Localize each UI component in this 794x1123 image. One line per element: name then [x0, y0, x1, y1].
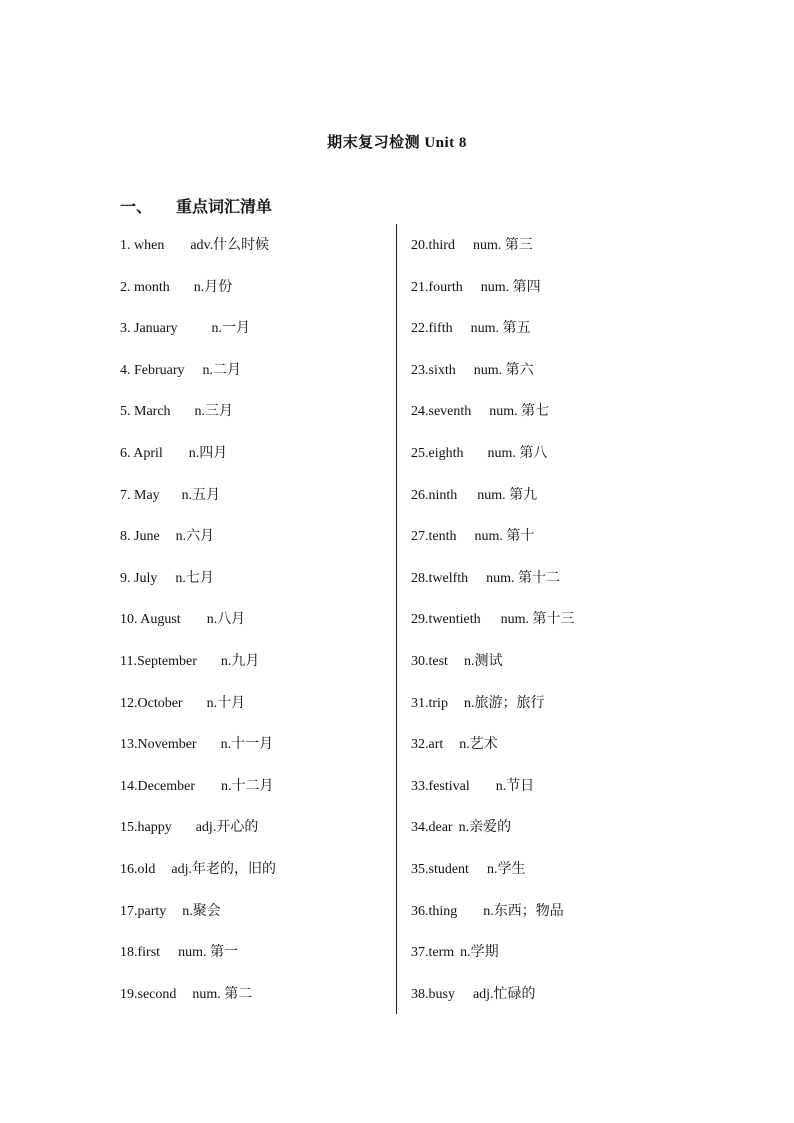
vocab-word: 9. July	[120, 570, 158, 586]
vocab-item	[120, 818, 390, 860]
vocab-definition: n.九月	[220, 653, 260, 669]
vocab-item	[120, 610, 390, 652]
vocab-item	[120, 444, 390, 486]
vocab-definition: n.十二月	[221, 778, 274, 794]
vocab-definition: num. 第八	[487, 445, 548, 461]
vocab-item	[411, 943, 711, 985]
vocab-definition: n.三月	[194, 404, 234, 420]
vocab-item	[120, 361, 390, 403]
vocab-item	[120, 735, 390, 777]
vocab-word: 28.twelfth	[411, 570, 469, 586]
vocab-word: 14.December	[120, 778, 196, 794]
vocab-word: 27.tenth	[411, 529, 457, 545]
vocab-item	[411, 985, 711, 1027]
vocab-word: 17.party	[120, 903, 167, 919]
vocab-word: 15.happy	[120, 820, 172, 836]
section-number: 一、	[120, 199, 153, 216]
vocab-word: 33.festival	[411, 778, 470, 794]
section-label: 重点词汇清单	[176, 199, 273, 216]
vocab-word: 7. May	[120, 487, 160, 503]
section-heading	[120, 194, 272, 217]
vocab-definition: n.月份	[193, 279, 233, 295]
vocab-item	[411, 361, 711, 403]
vocab-item	[120, 402, 390, 444]
vocab-definition: n.学期	[460, 945, 499, 961]
vocab-word: 37.term	[411, 945, 455, 961]
vocab-item	[411, 527, 711, 569]
vocab-definition: n.二月	[202, 362, 242, 378]
vocab-definition: num. 第三	[472, 238, 533, 253]
vocab-item	[411, 818, 711, 860]
vocab-item	[411, 444, 711, 486]
vocab-word: 4. February	[120, 362, 185, 378]
vocab-word: 26.ninth	[411, 487, 458, 503]
vocab-word: 10. August	[120, 612, 181, 628]
vocab-definition: n.十月	[206, 695, 246, 711]
vocab-word: 25.eighth	[411, 445, 464, 461]
vocab-definition: adj.年老的，旧的	[171, 861, 276, 877]
vocab-item	[411, 777, 711, 819]
vocab-word: 8. June	[120, 529, 160, 545]
vocab-word: 38.busy	[411, 986, 455, 1002]
vocab-word: 20.third	[411, 238, 455, 253]
vocab-word: 29.twentieth	[411, 612, 481, 628]
vocab-item	[411, 902, 711, 944]
vocab-item	[120, 486, 390, 528]
vocab-word: 5. March	[120, 404, 171, 420]
vocab-word: 22.fifth	[411, 321, 453, 337]
page-title: 期末复习检测 Unit 8	[327, 135, 467, 151]
vocab-definition: num. 第四	[480, 279, 541, 295]
vocab-definition: n.东西；物品	[483, 903, 564, 919]
vocab-definition: num. 第九	[477, 487, 538, 503]
vocab-word: 16.old	[120, 861, 156, 877]
vocab-definition: n.一月	[211, 321, 251, 337]
vocab-item	[411, 735, 711, 777]
vocab-definition: num. 第七	[489, 404, 550, 420]
vocab-item	[411, 236, 711, 278]
vocab-word: 36.thing	[411, 903, 458, 919]
vocab-item	[411, 402, 711, 444]
vocab-item	[120, 777, 390, 819]
vocab-item	[120, 902, 390, 944]
vocab-word: 32.art	[411, 737, 444, 753]
vocab-item	[120, 278, 390, 320]
vocab-item	[411, 652, 711, 694]
vocab-definition: num. 第六	[473, 362, 534, 378]
vocab-definition: n.十一月	[220, 737, 274, 753]
vocab-item	[411, 569, 711, 611]
vocab-item	[411, 319, 711, 361]
vocab-definition: num. 第十二	[486, 570, 561, 586]
vocab-item	[120, 860, 390, 902]
vocab-definition: adj.忙碌的	[472, 986, 536, 1002]
vocab-item	[120, 527, 390, 569]
vocab-item	[120, 319, 390, 361]
vocab-item	[411, 278, 711, 320]
vocab-word: 31.trip	[411, 695, 448, 711]
vocab-definition: n.学生	[486, 861, 526, 877]
vocab-definition: n.节日	[495, 778, 535, 794]
vocab-column-right	[411, 236, 711, 1026]
vocab-definition: num. 第一	[178, 945, 238, 961]
vocab-definition: n.测试	[463, 653, 503, 669]
vocab-item	[120, 943, 390, 985]
vocab-word: 30.test	[411, 653, 448, 669]
vocab-word: 13.November	[120, 737, 197, 753]
vocab-word: 24.seventh	[411, 404, 472, 420]
vocab-definition: n.艺术	[459, 737, 498, 753]
vocab-word: 21.fourth	[411, 279, 463, 295]
vocab-word: 19.second	[120, 986, 177, 1002]
vocab-word: 18.first	[120, 945, 161, 961]
vocab-word: 11.September	[120, 653, 197, 669]
vocab-item	[120, 569, 390, 611]
vocab-word: 34.dear	[411, 820, 453, 836]
vocab-definition: adj.开心的	[195, 820, 259, 836]
vocab-definition: num. 第十三	[500, 612, 575, 628]
vocab-definition: n.旅游；旅行	[463, 695, 545, 711]
vocab-word: 35.student	[411, 861, 469, 877]
vocab-item	[411, 860, 711, 902]
vocab-definition: num. 第五	[470, 321, 531, 337]
vocab-definition: n.聚会	[182, 903, 221, 919]
vocab-item	[411, 694, 711, 736]
vocab-word: 23.sixth	[411, 362, 456, 378]
vocab-word: 12.October	[120, 695, 183, 711]
vocab-definition: n.四月	[188, 445, 228, 461]
vocab-item	[120, 694, 390, 736]
vocab-word: 6. April	[120, 445, 163, 461]
vocab-column-left	[120, 236, 390, 1026]
vocab-definition: n.七月	[175, 570, 214, 586]
vocab-definition: n.八月	[206, 612, 246, 628]
vocab-word: 3. January	[120, 321, 178, 337]
vocab-item	[120, 236, 390, 278]
vocab-item	[120, 985, 390, 1027]
vocab-word: 2. month	[120, 279, 170, 295]
vocab-word: 1. when	[120, 238, 165, 253]
vocab-item	[411, 486, 711, 528]
vocab-definition: num. 第十	[474, 529, 535, 545]
vocab-definition: n.六月	[175, 529, 215, 545]
column-divider	[396, 224, 397, 1014]
vocab-definition: adv.什么时候	[190, 238, 270, 253]
vocab-item	[120, 652, 390, 694]
vocab-definition: n.五月	[181, 487, 221, 503]
vocab-definition: num. 第二	[192, 986, 253, 1002]
vocab-item	[411, 610, 711, 652]
vocab-definition: n.亲爱的	[458, 820, 512, 836]
